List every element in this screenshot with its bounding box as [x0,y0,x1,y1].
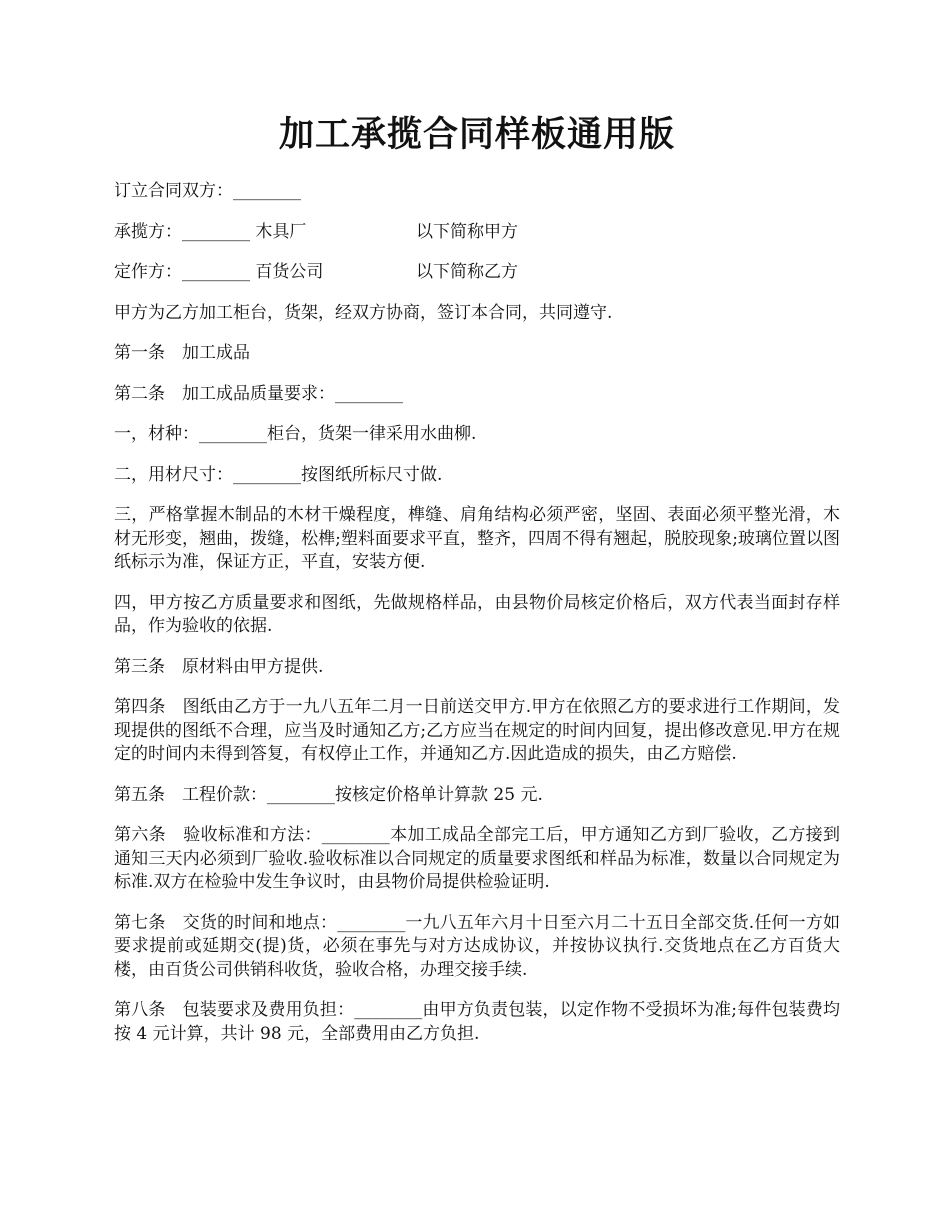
article-2-item-4: 四，甲方按乙方质量要求和图纸，先做规格样品，由县物价局核定价格后，双方代表当面封存样品，作为验收的依据. [114,592,840,636]
article-5: 第五条 工程价款：________按核定价格单计算款 25 元. [114,784,543,805]
contractor-name: 承揽方：________ 木具厂 [114,221,307,242]
article-3: 第三条 原材料由甲方提供. [114,656,324,677]
preamble: 甲方为乙方加工柜台，货架，经双方协商，签订本合同，共同遵守. [114,302,613,323]
article-1: 第一条 加工成品 [114,343,250,363]
contract-page [114,110,840,1063]
parties-intro: 订立合同双方：________ [114,181,301,201]
article-6: 第六条 验收标准和方法：________本加工成品全部完工后，甲方通知乙方到厂验收，乙方接到通知三天内必须到厂验收.验收标准以合同规定的质量要求图纸和样品为标准，数量以合同规定为标准.双方在检验中发生争议时，由县物价局提供检验证明. [114,825,840,892]
article-2: 第二条 加工成品质量要求：________ [114,383,403,404]
article-2-item-1: 一，材种：________柜台，货架一律采用水曲柳. [114,424,477,444]
article-8: 第八条 包装要求及费用负担：________由甲方负责包装，以定作物不受损坏为准;每件包装费均按 4 元计算，共计 98 元，全部费用由乙方负担. [114,1000,840,1044]
article-2-item-2: 二，用材尺寸：________按图纸所标尺寸做. [114,464,443,485]
client-alias: 以下简称乙方 [416,262,518,282]
document-title: 加工承揽合同样板通用版 [278,114,675,155]
client-row [114,261,840,285]
article-2-item-3: 三，严格掌握木制品的木材干燥程度，榫缝、肩角结构必须严密，坚固、表面必须平整光滑，木材无形变，翘曲，拨缝，松榫;塑料面要求平直，整齐，四周不得有翘起，脱胶现象;玻璃位置以图纸标示为准，保证方正，平直，安装方便. [114,505,840,572]
article-7: 第七条 交货的时间和地点：________一九八五年六月十日至六月二十五日全部交货.任何一方如要求提前或延期交(提)货，必须在事先与对方达成协议，并按协议执行.交货地点在乙方百货大楼，由百货公司供销科收货，验收合格，办理交接手续. [114,912,840,980]
client-name: 定作方：________ 百货公司 [114,262,324,282]
contractor-alias: 以下简称甲方 [416,221,518,242]
article-4: 第四条 图纸由乙方于一九八五年二月一日前送交甲方.甲方在依照乙方的要求进行工作期间，发现提供的图纸不合理，应当及时通知乙方;乙方应当在规定的时间内回复，提出修改意见.甲方在规定的时间内未得到答复，有权停止工作，并通知乙方.因此造成的损失，由乙方赔偿. [114,697,840,764]
contractor-row [114,221,840,245]
